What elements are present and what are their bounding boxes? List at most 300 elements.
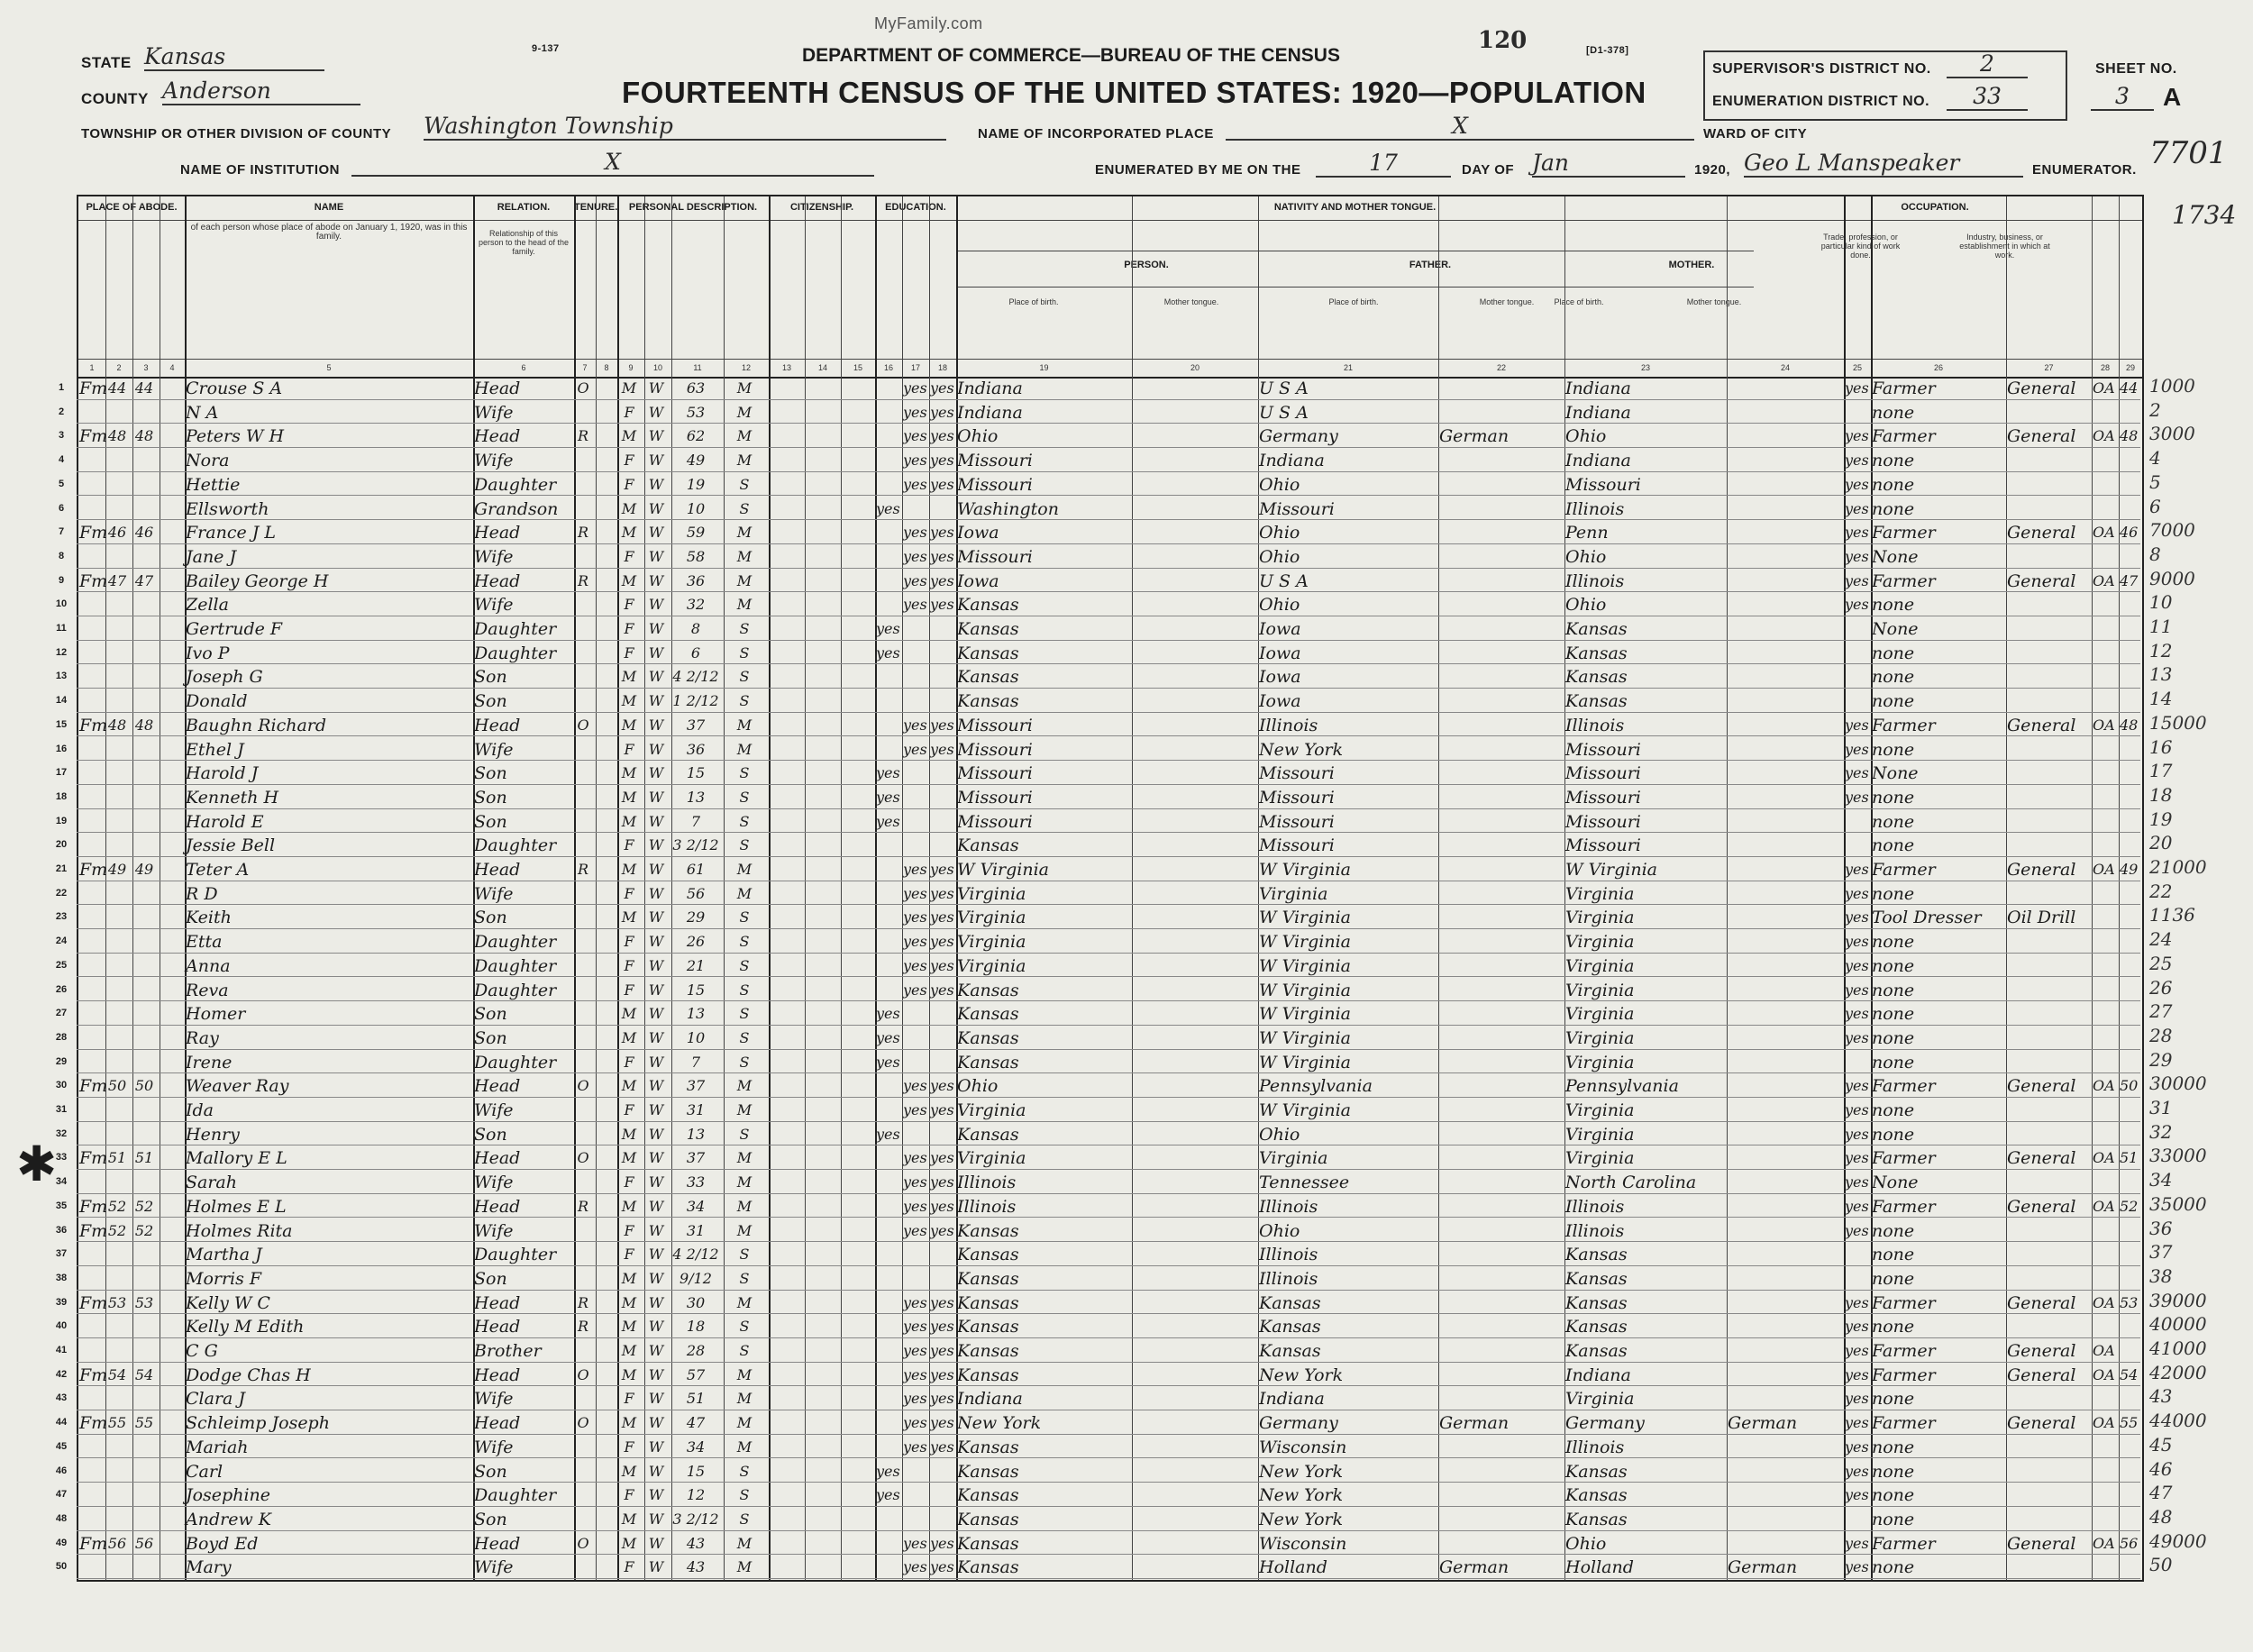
form-code: [D1-378] (1586, 45, 1629, 56)
line-number: 9 (58, 574, 65, 586)
cell-ftg (1439, 1385, 1560, 1410)
cell-fpob: U S A (1259, 402, 1309, 423)
cell-mtg (1728, 663, 1839, 688)
cell-occ: Farmer (1872, 1364, 1936, 1385)
cell-rel: Daughter (474, 474, 557, 495)
line-number: 2 (58, 406, 65, 417)
cell-pob: Kansas (957, 691, 1019, 712)
cell-occ: none (1872, 1509, 1915, 1529)
cell-sex: M (621, 1005, 637, 1023)
cell-mtg (1728, 519, 1839, 543)
cell-rd (903, 760, 925, 784)
cell-rel: Head (474, 379, 521, 398)
cell-ind (2007, 1025, 2087, 1049)
cell-rel: Son (474, 1461, 507, 1482)
county-value: Anderson (162, 78, 360, 105)
cell-ftg (1439, 471, 1560, 496)
cell-occ: none (1872, 1461, 1915, 1482)
cell-ms: M (736, 1293, 753, 1311)
cell-wr: yes (930, 1197, 954, 1215)
line-number: 40 (55, 1320, 68, 1332)
cell-ms: S (739, 1462, 750, 1480)
cell-mtg (1728, 1313, 1839, 1337)
cell-ftg (1439, 953, 1560, 977)
cell-fpob: Illinois (1259, 1245, 1318, 1265)
cell-race: W (648, 812, 664, 830)
cell-name: Mary (186, 1557, 232, 1578)
cell-f: 52 (134, 1197, 154, 1215)
occupation-trade-head: Trade, profession, or particular kind of work done. (1820, 233, 1901, 260)
cell-name: Henry (186, 1124, 240, 1145)
cell-ms: S (739, 475, 750, 493)
cell-fpob: Iowa (1259, 667, 1301, 688)
cell-mpob: Virginia (1565, 1124, 1635, 1145)
cell-fs (2120, 953, 2138, 977)
cell-mpob: Kansas (1565, 667, 1628, 688)
cell-age: 58 (686, 547, 706, 565)
cell-cls: OA (2093, 1342, 2115, 1359)
cell-rel: Wife (474, 1173, 514, 1193)
cell-own (575, 1337, 591, 1362)
cell-rd (903, 1241, 925, 1265)
right-margin-note: 11 (2149, 616, 2173, 637)
cell-d: 53 (107, 1293, 127, 1311)
column-number: 9 (628, 363, 634, 372)
table-row (55, 928, 2173, 954)
cell-cls (2093, 640, 2114, 664)
right-margin-note: 13 (2149, 663, 2173, 686)
cell-occ: None (1872, 763, 1919, 784)
right-margin-note: 29 (2149, 1048, 2173, 1071)
cell-rel: Daughter (474, 619, 557, 639)
subgroup-father: FATHER. (1409, 260, 1452, 270)
cell-rel: Head (474, 1413, 521, 1434)
cell-pob: Missouri (957, 787, 1033, 808)
column-number: 26 (1933, 363, 1943, 372)
cell-race: W (648, 668, 664, 686)
cell-ftg (1439, 1530, 1560, 1555)
cell-age: 53 (686, 403, 706, 421)
cell-occ: none (1872, 498, 1915, 519)
cell-ftg (1439, 543, 1560, 568)
cell-wr: yes (930, 1318, 954, 1336)
cell-pob: Illinois (957, 1196, 1017, 1217)
line-number: 23 (55, 911, 68, 923)
cell-name: Jessie Bell (186, 835, 276, 856)
cell-rel: Daughter (474, 835, 557, 856)
cell-own (575, 640, 591, 664)
cell-rel: Wife (474, 451, 514, 471)
cell-ind: General (2007, 426, 2076, 447)
cell-occ: none (1872, 1124, 1915, 1145)
cell-age: 7 (690, 812, 701, 830)
cell-f (133, 760, 155, 784)
cell-eng: yes (1845, 1197, 1869, 1215)
subgroup-person: PERSON. (1124, 260, 1169, 270)
cell-rd (903, 1458, 925, 1483)
cell-mpob: Holland (1565, 1557, 1634, 1578)
cell-age: 57 (686, 1365, 706, 1383)
column-number: 7 (582, 363, 588, 372)
cell-ind (2007, 1241, 2087, 1265)
cell-age: 62 (686, 427, 706, 445)
cell-rd: yes (903, 908, 927, 926)
cell-cls: OA (2093, 1365, 2115, 1383)
cell-ms: M (736, 596, 753, 614)
cell-own (575, 1265, 591, 1290)
cell-mpob: Virginia (1565, 908, 1635, 928)
cell-race: W (648, 1197, 664, 1215)
right-margin-note: 40000 (2149, 1313, 2207, 1336)
group-personal: PERSONAL DESCRIPTION. (628, 202, 758, 213)
cell-own (575, 591, 591, 616)
cell-age: 18 (686, 1318, 706, 1336)
cell-age: 13 (686, 1005, 706, 1023)
father-tongue-head: Mother tongue. (1479, 297, 1535, 306)
cell-rel: Wife (474, 595, 514, 616)
cell-sex: M (621, 692, 637, 710)
table-row (55, 735, 2173, 762)
cell-mpob: Missouri (1565, 787, 1641, 808)
cell-sex: M (621, 764, 637, 782)
cell-ms: M (736, 861, 753, 878)
cell-f (133, 399, 155, 424)
cell-own (575, 953, 591, 977)
cell-occ: None (1872, 546, 1919, 567)
line-number: 6 (58, 502, 65, 514)
cell-rd: yes (903, 596, 927, 614)
cell-sex: M (621, 1510, 637, 1528)
column-number: 10 (652, 363, 662, 372)
right-margin-note: 34 (2149, 1169, 2173, 1191)
table-row (55, 1217, 2173, 1243)
cell-cls: OA (2093, 524, 2115, 542)
cell-occ: none (1872, 691, 1915, 712)
cell-pob: Kansas (957, 1485, 1019, 1506)
right-margin-note: 41000 (2149, 1337, 2207, 1359)
cell-own (575, 760, 591, 784)
cell-wr: yes (930, 1365, 954, 1383)
cell-pob: Kansas (957, 1557, 1019, 1578)
cell-sex: F (624, 1173, 634, 1191)
cell-ftg (1439, 1097, 1560, 1121)
cell-cls (2093, 591, 2114, 616)
subgroup-mother: MOTHER. (1668, 260, 1715, 270)
cell-rd: yes (903, 1293, 927, 1311)
cell-dw: Fm (79, 379, 108, 398)
cell-rd (903, 1506, 925, 1530)
cell-own (575, 1218, 591, 1242)
cell-sex: F (624, 475, 634, 493)
cell-sex: M (621, 812, 637, 830)
table-row (58, 375, 2195, 400)
cell-mtg (1728, 447, 1839, 471)
cell-ftg (1439, 736, 1560, 761)
cell-fpob: Indiana (1259, 451, 1325, 471)
cell-rel: Head (474, 1196, 521, 1217)
cell-sch (876, 1506, 898, 1530)
cell-mtg (1728, 1434, 1839, 1458)
cell-cls: OA (2093, 427, 2115, 445)
cell-mpob: Ohio (1565, 426, 1607, 447)
cell-ftg (1439, 856, 1560, 881)
cell-fpob: Ohio (1259, 1124, 1300, 1145)
cell-dw: Fm (79, 426, 108, 447)
institution-label: NAME OF INSTITUTION (180, 162, 340, 178)
cell-d (106, 1169, 128, 1193)
cell-ftg (1439, 832, 1560, 856)
cell-fpob: Missouri (1259, 787, 1335, 808)
cell-sch (876, 953, 898, 977)
cell-wr: yes (930, 1221, 954, 1239)
cell-age: 21 (686, 956, 706, 974)
cell-mtg (1728, 399, 1839, 424)
cell-mtg (1728, 616, 1839, 640)
cell-pob: Kansas (957, 619, 1019, 639)
cell-ms: S (739, 812, 750, 830)
cell-mtg (1728, 1506, 1839, 1530)
cell-age: 31 (686, 1101, 706, 1118)
right-margin-note: 22 (2149, 880, 2173, 902)
cell-pob: Missouri (957, 474, 1033, 495)
cell-race: W (648, 499, 664, 517)
cell-own: R (577, 1197, 589, 1215)
cell-fs (2120, 1506, 2138, 1530)
cell-fs (2120, 1121, 2138, 1145)
cell-age: 47 (686, 1414, 706, 1432)
cell-f: 56 (134, 1534, 154, 1552)
cell-pob: Virginia (957, 883, 1026, 904)
cell-race: W (648, 596, 664, 614)
cell-wr (930, 808, 952, 833)
cell-ms: M (736, 1173, 753, 1191)
cell-own (575, 688, 591, 712)
column-number: 20 (1190, 363, 1199, 372)
cell-own (575, 736, 591, 761)
cell-sch (876, 1265, 898, 1290)
cell-rd (903, 784, 925, 808)
cell-d (106, 977, 128, 1001)
cell-rd: yes (903, 452, 927, 470)
cell-sch (876, 1385, 898, 1410)
cell-age: 59 (686, 524, 706, 542)
cell-race: W (648, 861, 664, 878)
cell-ftg (1439, 1145, 1560, 1169)
occupation-industry-head: Industry, business, or establishment in which at work. (1959, 233, 2050, 260)
asterisk-mark: ✱ (16, 1137, 58, 1191)
group-education: EDUCATION. (885, 202, 946, 213)
line-number: 32 (55, 1127, 68, 1139)
cell-ftg (1439, 784, 1560, 808)
cell-ind (2007, 399, 2087, 424)
county-label: COUNTY (81, 90, 149, 107)
cell-mpob: Kansas (1565, 1268, 1628, 1289)
column-number: 17 (910, 363, 920, 372)
cell-ms: S (739, 1318, 750, 1336)
cell-race: W (648, 1125, 664, 1143)
cell-rd: yes (903, 524, 927, 542)
cell-fs (2120, 760, 2138, 784)
cell-name: Boyd Ed (186, 1533, 259, 1554)
day-label: DAY OF (1462, 162, 1515, 178)
cell-mtg (1728, 760, 1839, 784)
cell-occ: none (1872, 1004, 1915, 1025)
cell-f: 52 (134, 1221, 154, 1239)
cell-age: 19 (686, 475, 706, 493)
cell-ms: M (736, 1101, 753, 1118)
cell-pob: Kansas (957, 1052, 1019, 1072)
cell-dw (79, 1385, 101, 1410)
column-number: 2 (116, 363, 122, 372)
cell-rel: Wife (474, 1389, 514, 1410)
cell-race: W (648, 764, 664, 782)
cell-fpob: Germany (1259, 1413, 1338, 1434)
table-row (55, 1000, 2173, 1026)
table-row (55, 1337, 2207, 1363)
cell-cls (2093, 1000, 2114, 1025)
cell-mtg (1728, 928, 1839, 953)
cell-eng: yes (1845, 740, 1869, 758)
cell-cls (2093, 1241, 2114, 1265)
cell-mpob: Penn (1565, 523, 1609, 543)
cell-sex: F (624, 1486, 634, 1504)
cell-own: O (577, 716, 589, 734)
cell-mpob: Virginia (1565, 1389, 1635, 1410)
cell-ms: M (736, 379, 753, 397)
cell-wr: yes (930, 571, 954, 589)
cell-fpob: Missouri (1259, 811, 1335, 832)
cell-ind: General (2007, 1148, 2076, 1169)
cell-own (575, 447, 591, 471)
right-margin-note: 47 (2149, 1482, 2173, 1504)
cell-rel: Head (474, 426, 521, 447)
cell-eng: yes (1845, 379, 1869, 397)
cell-name: Kelly W C (186, 1292, 270, 1313)
cell-pob: Missouri (957, 763, 1033, 784)
cell-sch (876, 1313, 898, 1337)
cell-mtg (1728, 1097, 1839, 1121)
cell-mtg (1728, 1385, 1839, 1410)
cell-d: 52 (107, 1221, 127, 1239)
cell-own (575, 1097, 591, 1121)
cell-mtg (1728, 784, 1839, 808)
cell-ms: M (736, 1390, 753, 1408)
right-margin-note: 18 (2149, 783, 2173, 806)
right-margin-note: 1136 (2149, 904, 2195, 926)
cell-race: W (648, 1414, 664, 1432)
group-name: NAME (314, 202, 344, 213)
cell-name: Morris F (186, 1268, 262, 1289)
table-row (55, 1457, 2173, 1483)
cell-mtg (1728, 953, 1839, 977)
cell-mpob: Illinois (1565, 1437, 1625, 1457)
cell-pob: Kansas (957, 1292, 1019, 1313)
cell-name: Ray (186, 1027, 219, 1048)
sheet-letter: A (2163, 83, 2182, 111)
cell-own: R (577, 1293, 589, 1311)
cell-ms: S (739, 692, 750, 710)
township-label: TOWNSHIP OR OTHER DIVISION OF COUNTY (81, 126, 392, 141)
cell-wr: yes (930, 908, 954, 926)
cell-race: W (648, 1269, 664, 1287)
cell-wr (930, 688, 952, 712)
cell-ms: M (736, 1221, 753, 1239)
cell-sch: yes (876, 1462, 900, 1480)
cell-wr: yes (930, 524, 954, 542)
enumerator-label: ENUMERATOR. (2032, 162, 2137, 178)
cell-ms: S (739, 643, 750, 662)
cell-ms: S (739, 788, 750, 806)
cell-ftg (1439, 760, 1560, 784)
cell-eng: yes (1845, 1342, 1869, 1359)
line-number: 25 (55, 959, 68, 971)
cell-sch (876, 1337, 898, 1362)
cell-sch (876, 471, 898, 496)
cell-own (575, 832, 591, 856)
cell-age: 63 (686, 379, 706, 397)
cell-ind (2007, 543, 2087, 568)
cell-wr: yes (930, 1438, 954, 1456)
cell-d (106, 1000, 128, 1025)
cell-cls (2093, 1218, 2114, 1242)
cell-fpob: New York (1259, 1461, 1344, 1482)
cell-rd: yes (903, 884, 927, 902)
cell-mpob: Ohio (1565, 595, 1607, 616)
cell-ind: General (2007, 1364, 2076, 1385)
cell-fs (2120, 808, 2138, 833)
cell-ms: S (739, 1486, 750, 1504)
cell-fs (2120, 496, 2138, 520)
cell-dw (79, 616, 101, 640)
cell-race: W (648, 547, 664, 565)
cell-own (575, 1169, 591, 1193)
cell-fs (2120, 1337, 2138, 1362)
right-margin-note: 5 (2149, 470, 2161, 493)
cell-wr: yes (930, 956, 954, 974)
cell-f: 55 (134, 1414, 154, 1432)
cell-ftg (1439, 712, 1560, 736)
cell-own (575, 1458, 591, 1483)
line-number: 35 (55, 1200, 68, 1211)
cell-d (106, 904, 128, 928)
cell-fs (2120, 784, 2138, 808)
cell-sch (876, 881, 898, 905)
cell-mtg (1728, 1169, 1839, 1193)
cell-ind (2007, 1169, 2087, 1193)
cell-sex: F (624, 1101, 634, 1118)
cell-f (133, 953, 155, 977)
cell-f (133, 640, 155, 664)
cell-d (106, 663, 128, 688)
cell-sch (876, 736, 898, 761)
cell-occ: Farmer (1872, 1292, 1936, 1313)
cell-d: 51 (107, 1149, 127, 1167)
cell-sch: yes (876, 499, 900, 517)
cell-f (133, 496, 155, 520)
cell-eng (1845, 1265, 1866, 1290)
cell-ind: General (2007, 1196, 2076, 1217)
cell-age: 3 2/12 (672, 836, 719, 854)
cell-sch: yes (876, 1486, 900, 1504)
cell-own (575, 663, 591, 688)
right-margin-note: 16 (2149, 735, 2173, 758)
year-label: 1920, (1694, 162, 1731, 178)
cell-name: Ethel J (186, 739, 244, 760)
cell-mtg (1728, 1072, 1839, 1097)
cell-pob: W Virginia (957, 860, 1049, 880)
cell-race: W (648, 1246, 664, 1264)
cell-pob: Kansas (957, 1509, 1019, 1529)
